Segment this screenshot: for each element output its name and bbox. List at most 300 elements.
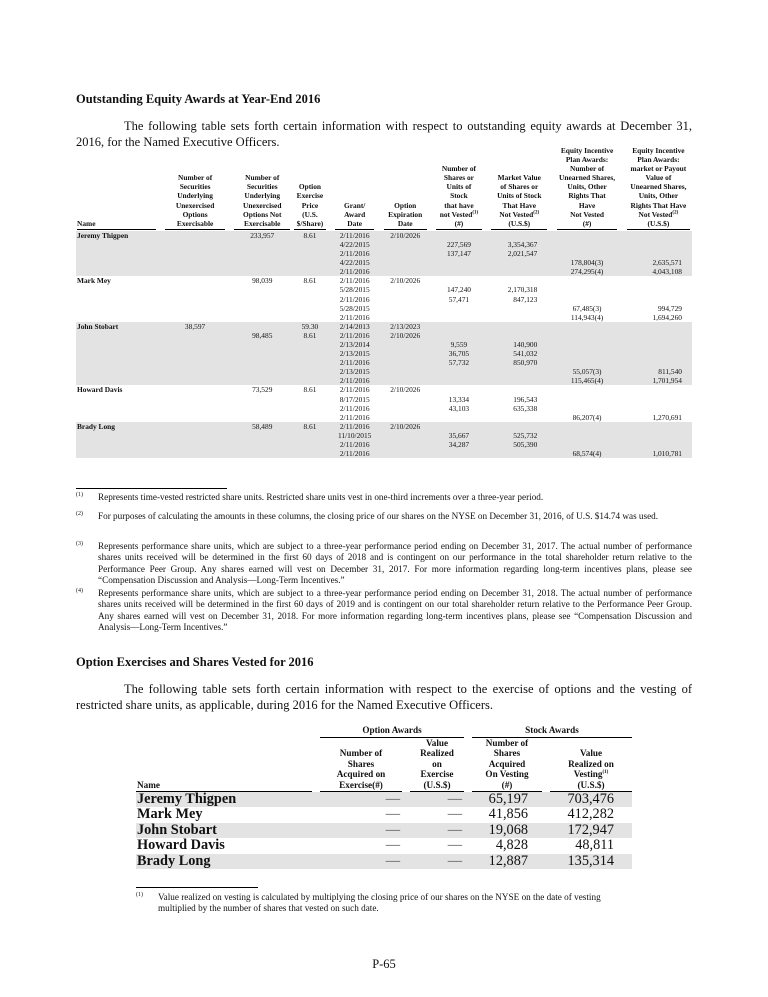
footnote-text: Represents performance share units, which are subject to a three-year performance period ending on December 31, 2017. The actual number of performance shares units received will be determined in the first 60 days of 2018 and is contingent on our performance in the total shareholder return relative to the Performance Peer Group. Any shares earned will vest on December 31, 2017. For more information regarding long-term incentives plans, please see “Compensation Discussion and Analysis—Long-Term Incentives.” bbox=[98, 541, 692, 586]
cell-unexercisable bbox=[232, 367, 292, 376]
cell-price bbox=[292, 440, 327, 449]
table-row bbox=[76, 376, 692, 385]
cell-eip_num bbox=[555, 322, 620, 331]
cell-eip_num bbox=[555, 395, 620, 404]
cell-grant: 2/13/2015 bbox=[333, 367, 376, 376]
cell-market bbox=[489, 367, 549, 376]
cell-eip_val bbox=[625, 422, 692, 431]
cell-stock-shares: 65,197 bbox=[472, 792, 542, 808]
intro-paragraph-1: The following table sets forth certain information with respect to outstanding equity awards at December 31, 2016, for the Named Executive Officers. bbox=[76, 119, 692, 149]
executive-name: Howard Davis bbox=[77, 385, 123, 395]
cell-price bbox=[292, 376, 327, 385]
footnote-table2-1 bbox=[136, 892, 636, 915]
cell-eip_val bbox=[625, 431, 692, 440]
cell-exercisable bbox=[163, 331, 227, 340]
cell-grant: 2/11/2016 bbox=[339, 294, 370, 304]
executive-name bbox=[76, 449, 158, 458]
cell-unexercisable bbox=[232, 322, 292, 331]
cell-price bbox=[292, 349, 327, 358]
cell-unexercisable bbox=[232, 449, 292, 458]
outstanding-equity-table bbox=[76, 146, 692, 458]
cell-option-value: — bbox=[447, 806, 462, 823]
executive-name: Jeremy Thigpen bbox=[136, 792, 312, 808]
cell-exercisable bbox=[163, 276, 227, 285]
cell-market bbox=[489, 258, 549, 267]
footnote-3 bbox=[76, 541, 692, 587]
table-row bbox=[76, 313, 692, 322]
cell-expiration: 2/10/2026 bbox=[382, 331, 429, 340]
executive-name: John Stobart bbox=[136, 823, 312, 838]
table-row bbox=[76, 231, 692, 240]
table-row bbox=[76, 413, 692, 422]
cell-grant: 2/11/2016 bbox=[333, 449, 376, 458]
executive-name: Mark Mey bbox=[137, 806, 203, 823]
col-shares-not-vested: Number of Shares or Units of Stock that have not Vested$^{(1)}$ (#) bbox=[434, 146, 484, 231]
cell-shares: 57,471 bbox=[448, 294, 470, 304]
cell-eip_val bbox=[625, 385, 692, 394]
cell-grant: 2/13/2015 bbox=[333, 349, 376, 358]
cell-unexercisable: 233,957 bbox=[232, 231, 292, 240]
cell-grant: 2/11/2016 bbox=[333, 331, 376, 340]
cell-exercisable bbox=[163, 349, 227, 358]
cell-eip_num bbox=[555, 240, 620, 249]
cell-grant: 2/11/2016 bbox=[339, 403, 370, 413]
table-row bbox=[76, 304, 692, 313]
cell-exercisable bbox=[163, 449, 227, 458]
cell-price bbox=[292, 413, 327, 422]
cell-shares: 227,569 bbox=[434, 240, 484, 249]
cell-eip_num: 67,485(3) bbox=[572, 303, 602, 313]
cell-shares: 36,705 bbox=[434, 349, 484, 358]
table-row bbox=[136, 792, 632, 808]
cell-unexercisable bbox=[232, 376, 292, 385]
col2-option-value: Value Realized on Exercise (U.S.$) bbox=[410, 737, 464, 792]
cell-grant: 5/28/2015 bbox=[339, 285, 370, 295]
cell-option-shares: — bbox=[320, 823, 402, 838]
cell-unexercisable bbox=[232, 249, 292, 258]
table-row bbox=[136, 838, 632, 853]
cell-price bbox=[292, 358, 327, 367]
cell-unexercisable bbox=[232, 267, 292, 276]
cell-shares bbox=[434, 267, 484, 276]
col-eip-value: Equity Incentive Plan Awards: market or Payout Value of Unearned Shares, Units, Other Rights That Have Not Vested$^{(2)}$ (U.S.$) bbox=[625, 146, 692, 231]
footnote-mark: (4) bbox=[76, 588, 83, 594]
col-grant-date: Grant/ Award Date bbox=[333, 146, 376, 231]
cell-market bbox=[489, 267, 549, 276]
cell-market bbox=[489, 376, 549, 385]
cell-market bbox=[489, 304, 549, 313]
cell-shares: 147,240 bbox=[446, 285, 471, 295]
cell-expiration bbox=[382, 240, 429, 249]
cell-unexercisable bbox=[232, 358, 292, 367]
table-row bbox=[76, 295, 692, 304]
table-row bbox=[76, 322, 692, 331]
executive-name bbox=[76, 313, 158, 322]
cell-unexercisable: 73,529 bbox=[252, 385, 273, 395]
cell-expiration bbox=[382, 249, 429, 258]
cell-expiration bbox=[382, 395, 429, 404]
footnote-separator bbox=[76, 488, 227, 489]
cell-exercisable bbox=[163, 367, 227, 376]
cell-eip_num: 178,804(3) bbox=[555, 258, 620, 267]
executive-name bbox=[76, 404, 158, 413]
cell-eip_val bbox=[625, 358, 692, 367]
cell-eip_num: 55,057(3) bbox=[555, 367, 620, 376]
executive-name bbox=[76, 440, 158, 449]
table-row bbox=[136, 823, 632, 838]
cell-expiration bbox=[382, 340, 429, 349]
cell-eip_val bbox=[625, 276, 692, 285]
cell-price bbox=[292, 267, 327, 276]
cell-option-shares: — bbox=[320, 792, 402, 808]
cell-shares bbox=[434, 258, 484, 267]
table-row bbox=[76, 431, 692, 440]
cell-stock-shares: 41,856 bbox=[488, 806, 528, 823]
cell-expiration: 2/10/2026 bbox=[382, 422, 429, 431]
cell-eip_num bbox=[555, 231, 620, 240]
section-title-option-exercises: Option Exercises and Shares Vested for 2016 bbox=[76, 655, 314, 669]
cell-exercisable: 38,597 bbox=[163, 322, 227, 331]
cell-market bbox=[489, 449, 549, 458]
cell-eip_num bbox=[555, 349, 620, 358]
cell-shares: 13,334 bbox=[448, 394, 470, 404]
cell-expiration bbox=[382, 440, 429, 449]
executive-name bbox=[76, 240, 158, 249]
cell-unexercisable bbox=[232, 431, 292, 440]
table-row bbox=[76, 440, 692, 449]
cell-exercisable bbox=[163, 240, 227, 249]
cell-market bbox=[489, 231, 549, 240]
cell-price: 8.61 bbox=[303, 385, 317, 395]
cell-grant: 2/11/2016 bbox=[333, 267, 376, 276]
cell-eip_num bbox=[555, 385, 620, 394]
table-row bbox=[76, 267, 692, 276]
cell-expiration bbox=[382, 267, 429, 276]
cell-exercisable bbox=[163, 440, 227, 449]
cell-market bbox=[489, 422, 549, 431]
table-row bbox=[76, 240, 692, 249]
executive-name bbox=[76, 358, 158, 367]
cell-grant: 2/11/2016 bbox=[333, 231, 376, 240]
table-row bbox=[76, 385, 692, 394]
col-exercise-price: Option Exercise Price (U.S. $/Share) bbox=[292, 146, 327, 231]
executive-name bbox=[76, 285, 158, 294]
cell-exercisable bbox=[163, 340, 227, 349]
cell-exercisable bbox=[163, 376, 227, 385]
cell-market bbox=[489, 313, 549, 322]
cell-option-value: — bbox=[410, 792, 464, 808]
cell-grant: 2/13/2014 bbox=[333, 340, 376, 349]
cell-price: 8.61 bbox=[303, 276, 317, 286]
cell-grant: 4/22/2015 bbox=[333, 240, 376, 249]
executive-name: Jeremy Thigpen bbox=[76, 231, 158, 240]
intro-paragraph-2: The following table sets forth certain information with respect to the exercise of options and the vesting of restricted share units, as applicable, during 2016 for the Named Executive Officers. bbox=[76, 682, 692, 712]
cell-exercisable bbox=[163, 295, 227, 304]
cell-unexercisable bbox=[232, 285, 292, 294]
cell-unexercisable bbox=[232, 349, 292, 358]
cell-eip_val bbox=[625, 404, 692, 413]
cell-shares: 35,667 bbox=[434, 431, 484, 440]
cell-unexercisable bbox=[232, 240, 292, 249]
cell-exercisable bbox=[163, 231, 227, 240]
executive-name: Brady Long bbox=[136, 854, 312, 869]
cell-eip_val: 1,270,691 bbox=[652, 412, 682, 422]
table-row bbox=[76, 340, 692, 349]
col-exercisable: Number of Securities Underlying Unexercised Options Exercisable bbox=[163, 146, 227, 231]
cell-exercisable bbox=[163, 358, 227, 367]
col2-stock-value: Value Realized on Vesting$^{(1)}$ (U.S.$) bbox=[550, 737, 632, 792]
cell-price: 8.61 bbox=[292, 422, 327, 431]
cell-expiration: 2/13/2023 bbox=[382, 322, 429, 331]
cell-exercisable bbox=[163, 404, 227, 413]
cell-eip_num bbox=[555, 358, 620, 367]
cell-eip_num bbox=[555, 249, 620, 258]
table-row bbox=[136, 807, 632, 822]
cell-shares bbox=[434, 422, 484, 431]
footnote-text: Value realized on vesting is calculated by multiplying the closing price of our shares on the NYSE on the date of vesting multiplied by the number of shares that vested on such date. bbox=[158, 892, 601, 914]
cell-market bbox=[489, 276, 549, 285]
cell-expiration bbox=[382, 413, 429, 422]
cell-stock-shares: 4,828 bbox=[495, 837, 528, 854]
executive-name: Howard Davis bbox=[137, 837, 225, 854]
cell-eip_val bbox=[625, 231, 692, 240]
executive-name bbox=[76, 340, 158, 349]
cell-market: 525,732 bbox=[489, 431, 549, 440]
cell-market: 140,900 bbox=[489, 340, 549, 349]
footnote-mark: (1) bbox=[136, 892, 143, 898]
cell-grant: 2/11/2016 bbox=[333, 249, 376, 258]
cell-stock-value: 172,947 bbox=[550, 823, 632, 838]
cell-expiration bbox=[382, 258, 429, 267]
cell-option-shares: — bbox=[320, 854, 402, 869]
cell-exercisable bbox=[163, 431, 227, 440]
cell-shares bbox=[434, 231, 484, 240]
cell-unexercisable bbox=[232, 313, 292, 322]
cell-price bbox=[292, 295, 327, 304]
cell-market: 3,354,367 bbox=[489, 240, 549, 249]
cell-grant: 11/10/2015 bbox=[333, 431, 376, 440]
table-row bbox=[76, 367, 692, 376]
section-title-outstanding-equity: Outstanding Equity Awards at Year-End 2016 bbox=[76, 92, 321, 106]
cell-eip_val bbox=[625, 322, 692, 331]
cell-price bbox=[292, 395, 327, 404]
footnote-mark: (2) bbox=[76, 511, 83, 517]
cell-grant: 2/11/2016 bbox=[333, 376, 376, 385]
executive-name: John Stobart bbox=[76, 322, 158, 331]
cell-grant: 2/11/2016 bbox=[333, 440, 376, 449]
cell-option-value: — bbox=[410, 823, 464, 838]
cell-grant: 2/11/2016 bbox=[339, 276, 370, 286]
cell-stock-value: 135,314 bbox=[550, 854, 632, 869]
col2-name: Name bbox=[136, 737, 312, 792]
cell-exercisable bbox=[163, 385, 227, 394]
cell-eip_num bbox=[555, 404, 620, 413]
cell-eip_num bbox=[555, 340, 620, 349]
cell-price bbox=[292, 367, 327, 376]
cell-shares: 57,732 bbox=[434, 358, 484, 367]
cell-price bbox=[292, 313, 327, 322]
footnote-4 bbox=[76, 588, 692, 634]
cell-expiration bbox=[382, 449, 429, 458]
executive-name bbox=[76, 431, 158, 440]
cell-grant: 8/17/2015 bbox=[339, 394, 370, 404]
cell-eip_num: 114,943(4) bbox=[570, 312, 604, 322]
cell-expiration bbox=[382, 367, 429, 376]
option-exercises-table bbox=[136, 725, 632, 869]
cell-expiration bbox=[382, 376, 429, 385]
executive-name bbox=[76, 395, 158, 404]
cell-eip_num bbox=[555, 295, 620, 304]
cell-option-value: — bbox=[447, 837, 462, 854]
group-stock-awards: Stock Awards bbox=[472, 725, 632, 737]
cell-price bbox=[292, 340, 327, 349]
cell-eip_val: 2,635,571 bbox=[625, 258, 692, 267]
cell-expiration bbox=[382, 431, 429, 440]
cell-exercisable bbox=[163, 313, 227, 322]
cell-option-shares: — bbox=[385, 837, 400, 854]
page-number: P-65 bbox=[372, 957, 396, 971]
cell-shares bbox=[434, 376, 484, 385]
cell-eip_num bbox=[555, 431, 620, 440]
cell-expiration bbox=[382, 313, 429, 322]
cell-exercisable bbox=[163, 267, 227, 276]
col2-stock-shares: Number of Shares Acquired On Vesting (#) bbox=[472, 737, 542, 792]
cell-exercisable bbox=[163, 304, 227, 313]
cell-grant: 2/11/2016 bbox=[333, 358, 376, 367]
cell-grant: 2/14/2013 bbox=[333, 322, 376, 331]
cell-shares: 43,103 bbox=[448, 403, 470, 413]
cell-shares bbox=[434, 322, 484, 331]
executive-name bbox=[76, 249, 158, 258]
cell-shares bbox=[434, 276, 484, 285]
cell-eip_val bbox=[625, 331, 692, 340]
cell-unexercisable bbox=[232, 304, 292, 313]
col2-option-shares: Number of Shares Acquired on Exercise(#) bbox=[320, 737, 402, 792]
group-option-awards: Option Awards bbox=[320, 725, 464, 737]
cell-option-value: — bbox=[410, 854, 464, 869]
cell-price bbox=[292, 431, 327, 440]
cell-market bbox=[489, 413, 549, 422]
executive-name bbox=[76, 376, 158, 385]
cell-grant: 2/11/2016 bbox=[333, 422, 376, 431]
cell-expiration bbox=[382, 404, 429, 413]
footnote-text: Represents time-vested restricted share units. Restricted share units vest in one-third increments over a three-year period. bbox=[98, 492, 544, 502]
cell-eip_val: 1,701,954 bbox=[625, 376, 692, 385]
cell-price: 8.61 bbox=[292, 231, 327, 240]
table-row bbox=[76, 422, 692, 431]
cell-price: 59.30 bbox=[292, 322, 327, 331]
cell-unexercisable: 58,489 bbox=[232, 422, 292, 431]
cell-eip_num: 68,574(4) bbox=[555, 449, 620, 458]
cell-grant: 4/22/2015 bbox=[333, 258, 376, 267]
footnote-text: For purposes of calculating the amounts in these columns, the closing price of our shares on the NYSE on December 31, 2016, of U.S. $14.74 was used. bbox=[98, 511, 659, 521]
cell-grant: 2/11/2016 bbox=[339, 412, 370, 422]
cell-stock-value: 412,282 bbox=[567, 806, 614, 823]
cell-eip_val bbox=[625, 295, 692, 304]
cell-eip_num: 274,295(4) bbox=[555, 267, 620, 276]
cell-eip_num: 115,465(4) bbox=[555, 376, 620, 385]
cell-price bbox=[292, 249, 327, 258]
cell-eip_val: 994,729 bbox=[657, 303, 682, 313]
cell-eip_num bbox=[555, 331, 620, 340]
cell-shares bbox=[434, 367, 484, 376]
cell-price bbox=[292, 240, 327, 249]
cell-eip_num bbox=[555, 276, 620, 285]
cell-shares bbox=[434, 385, 484, 394]
table-row bbox=[76, 276, 692, 285]
cell-eip_num bbox=[555, 440, 620, 449]
cell-stock-value: 48,811 bbox=[575, 837, 614, 854]
cell-eip_val: 1,694,260 bbox=[652, 312, 682, 322]
cell-expiration bbox=[382, 304, 429, 313]
cell-expiration bbox=[382, 358, 429, 367]
cell-shares bbox=[434, 331, 484, 340]
cell-price bbox=[292, 449, 327, 458]
cell-eip_val: 4,043,108 bbox=[625, 267, 692, 276]
executive-name bbox=[76, 413, 158, 422]
cell-shares: 137,147 bbox=[434, 249, 484, 258]
cell-market: 2,170,318 bbox=[507, 285, 538, 295]
cell-unexercisable bbox=[232, 413, 292, 422]
cell-eip_val bbox=[625, 285, 692, 294]
cell-eip_num bbox=[555, 422, 620, 431]
executive-name bbox=[76, 331, 158, 340]
cell-expiration bbox=[382, 285, 429, 294]
cell-shares bbox=[434, 313, 484, 322]
cell-unexercisable: 98,039 bbox=[252, 276, 273, 286]
cell-price bbox=[292, 304, 327, 313]
footnote-text: Represents performance share units, which are subject to a three-year performance period ending on December 31, 2018. The actual number of performance shares units received will be determined in the first 60 days of 2019 and is contingent on our total shareholder return relative to the Performance Peer Group. Any shares earned will vest on December 31, 2018. For more information regarding long-term incentives plans, please see “Compensation Discussion and Analysis—Long-Term Incentives.” bbox=[98, 588, 692, 633]
table-row bbox=[76, 358, 692, 367]
cell-grant: 2/11/2016 bbox=[339, 312, 370, 322]
cell-unexercisable bbox=[232, 258, 292, 267]
cell-unexercisable bbox=[232, 340, 292, 349]
cell-unexercisable: 98,485 bbox=[232, 331, 292, 340]
cell-exercisable bbox=[163, 258, 227, 267]
cell-eip_num: 86,207(4) bbox=[572, 412, 602, 422]
table-row bbox=[76, 404, 692, 413]
cell-price: 8.61 bbox=[292, 331, 327, 340]
cell-market: 850,970 bbox=[489, 358, 549, 367]
col-market-value: Market Value of Shares or Units of Stock That Have Not Vested$^{(2)}$ (U.S.$) bbox=[489, 146, 549, 231]
cell-exercisable bbox=[163, 413, 227, 422]
cell-option-shares: — bbox=[385, 806, 400, 823]
cell-market bbox=[489, 331, 549, 340]
cell-eip_val bbox=[625, 249, 692, 258]
cell-exercisable bbox=[163, 285, 227, 294]
executive-name bbox=[76, 349, 158, 358]
cell-market bbox=[489, 385, 549, 394]
executive-name: Brady Long bbox=[76, 422, 158, 431]
cell-eip_val bbox=[625, 240, 692, 249]
cell-shares bbox=[434, 449, 484, 458]
footnote-mark: (3) bbox=[76, 541, 83, 547]
cell-stock-shares: 19,068 bbox=[472, 823, 542, 838]
cell-eip_val bbox=[625, 349, 692, 358]
cell-eip_val: 811,540 bbox=[625, 367, 692, 376]
executive-name bbox=[76, 258, 158, 267]
table-row bbox=[76, 285, 692, 294]
cell-market: 505,390 bbox=[489, 440, 549, 449]
table-row bbox=[76, 258, 692, 267]
cell-eip_num bbox=[555, 285, 620, 294]
cell-expiration bbox=[382, 349, 429, 358]
cell-expiration bbox=[382, 295, 429, 304]
cell-shares bbox=[434, 413, 484, 422]
cell-eip_val: 1,010,781 bbox=[625, 449, 692, 458]
cell-exercisable bbox=[163, 249, 227, 258]
table-row bbox=[76, 249, 692, 258]
